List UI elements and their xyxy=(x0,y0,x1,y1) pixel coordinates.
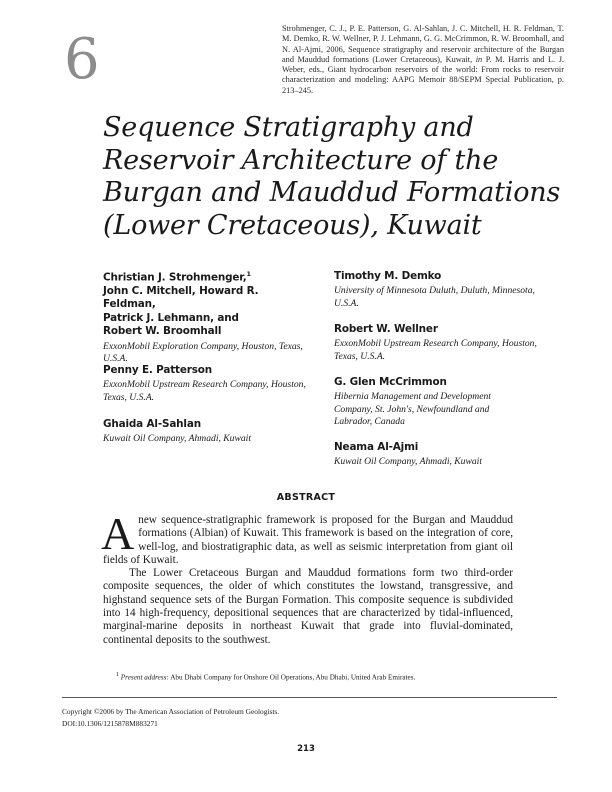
abstract-body xyxy=(101,508,513,647)
author-affiliation: Kuwait Oil Company, Ahmadi, Kuwait xyxy=(103,433,252,445)
chapter-number: 6 xyxy=(64,27,100,92)
author-block xyxy=(103,418,313,446)
title-line: (Lower Cretaceous), Kuwait xyxy=(103,209,482,241)
citation-text-start: Strohmenger, C. J., P. E. Patterson, G. Al-Sahlan, J. C. Mitchell, H. R. Feldman, T. M. Demko, R. W. Wellner, P. J. Lehmann, G. G. McCrimmon, R. W. Broomhall, and N. Al-Ajmi, 2006, Sequence stratigraphy and reservoir architecture of the Burgan and Mauddud formations (Lower Cretaceous), Kuwait, xyxy=(282,24,564,64)
author-name: Robert W. Wellner xyxy=(334,323,438,335)
author-name: Neama Al-Ajmi xyxy=(334,441,419,453)
author-block xyxy=(103,268,313,365)
page-number: 213 xyxy=(297,744,315,754)
author-affiliation: Hibernia Management and Development Company, St. John's, Newfoundland and Labrador, Canada xyxy=(334,391,491,427)
footnote-mark: 1 xyxy=(246,270,251,278)
abstract-paragraph: The Lower Cretaceous Burgan and Mauddud formations form two third-order composite sequences, the older of which constitutes the lowstand, transgressive, and highstand sequence sets of the Burgan Formation. This composite sequence is subdivided into 14 high-frequency, depositional sequences that are characterized by tidal-influenced, marginal-marine deposits in northeast Kuwait that grade into fluvial-dominated, continental deposits to the southwest. xyxy=(103,567,513,646)
author-name: Ghaida Al-Sahlan xyxy=(103,418,201,430)
footnote-text: Abu Dhabi Company for Onshore Oil Operations, Abu Dhabi, United Arab Emirates. xyxy=(170,673,416,682)
abstract-heading: ABSTRACT xyxy=(276,492,336,503)
author-name: Christian J. Strohmenger,$^1$ xyxy=(103,270,251,284)
footnote xyxy=(116,672,415,681)
author-name: G. Glen McCrimmon xyxy=(334,376,447,388)
author-block xyxy=(334,441,544,469)
author-affiliation: Kuwait Oil Company, Ahmadi, Kuwait xyxy=(334,456,483,468)
copyright-line: Copyright ©2006 by The American Association of Petroleum Geologists. xyxy=(62,707,280,716)
title-line: Sequence Stratigraphy and xyxy=(103,112,474,143)
author-block xyxy=(103,364,313,404)
footnote-mark: 1 xyxy=(116,672,119,678)
author-affiliation: ExxonMobil Exploration Company, Houston, Texas, U.S.A. xyxy=(103,340,303,364)
author-affiliation: ExxonMobil Upstream Research Company, Houston, Texas, U.S.A. xyxy=(334,338,537,362)
author-name: John C. Mitchell, Howard R. Feldman, xyxy=(103,284,259,311)
author-name: Penny E. Patterson xyxy=(103,364,212,376)
drop-cap: A xyxy=(101,508,135,559)
abstract-paragraph: Anew sequence-stratigraphic framework is proposed for the Burgan and Mauddud formations (Albian) of Kuwait. This framework is based on the integration of core, well-log, and biostratigraphic data, as well as seismic interpretation from giant oil fields of Kuwait. xyxy=(101,508,513,566)
author-block xyxy=(334,323,544,363)
citation-note xyxy=(282,24,564,96)
citation-text-end: P. M. Harris and L. J. Weber, eds., Giant hydrocarbon reservoirs of the world: From rocks to reservoir characterization and modeling: AAPG Memoir 88/SEPM Special Publication, p. 213–245. xyxy=(282,54,565,95)
title-line: Reservoir Architecture of the xyxy=(103,144,499,176)
author-name: Timothy M. Demko xyxy=(334,270,442,282)
copyright-block xyxy=(62,706,279,730)
footnote-label: Present address: xyxy=(120,673,169,682)
author-affiliation: University of Minnesota Duluth, Duluth, Minnesota, U.S.A. xyxy=(334,285,535,309)
citation-italic-in: in xyxy=(475,54,483,64)
title-line: Burgan and Mauddud Formations xyxy=(103,177,561,208)
doi-line: DOI:10.1306/1215878M883271 xyxy=(62,719,158,728)
footer-rule xyxy=(62,697,557,698)
paper-title xyxy=(103,112,573,242)
author-affiliation: ExxonMobil Upstream Research Company, Houston, Texas, U.S.A. xyxy=(103,379,306,403)
author-name: Patrick J. Lehmann, and xyxy=(103,311,239,324)
author-block xyxy=(334,376,524,428)
author-block xyxy=(334,270,544,310)
author-name: Robert W. Broomhall xyxy=(103,325,222,338)
